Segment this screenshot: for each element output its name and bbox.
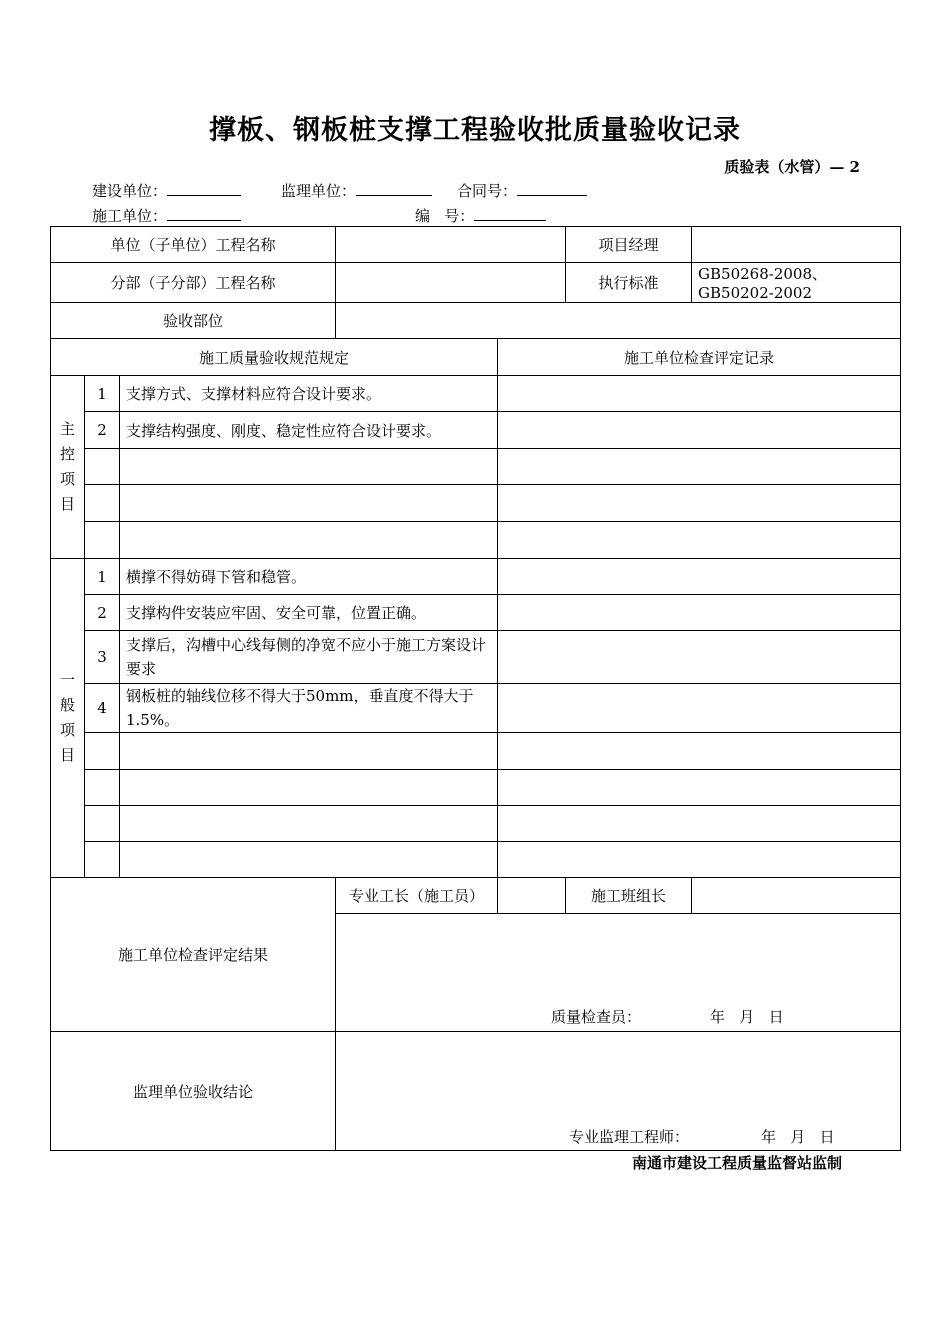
result-label: 施工单位检查评定结果: [51, 878, 336, 1032]
general-items-label-text: 一 般 项 目: [59, 671, 75, 764]
build-unit-blank[interactable]: [167, 181, 241, 196]
foreman-value[interactable]: [498, 878, 566, 914]
record-cell[interactable]: [498, 485, 901, 522]
standard-value: GB50268-2008、GB50202-2002: [692, 263, 901, 303]
empty-number-cell: [85, 449, 120, 485]
empty-number-cell: [85, 770, 120, 806]
general-item-row: [51, 559, 901, 595]
conclusion-label: 监理单位验收结论: [51, 1032, 336, 1151]
build-unit-label: 建设单位：: [92, 182, 168, 200]
record-cell[interactable]: [498, 376, 901, 412]
general-item-row: [51, 631, 901, 684]
record-cell[interactable]: [498, 449, 901, 485]
unit-project-value[interactable]: [336, 227, 566, 263]
item-number: 1: [85, 376, 120, 412]
serial-no-blank[interactable]: [474, 206, 546, 221]
inspector-sign-label: 质量检查员：: [551, 1008, 642, 1026]
record-cell[interactable]: [498, 522, 901, 559]
item-text: 支撑结构强度、刚度、稳定性应符合设计要求。: [120, 412, 498, 449]
item-text: 支撑后，沟槽中心线每侧的净宽不应小于施工方案设计要求: [120, 631, 498, 684]
empty-text-cell[interactable]: [120, 733, 498, 770]
info-row-subdivision: [51, 263, 901, 303]
main-items-label-text: 主 控 项 目: [59, 420, 75, 513]
foreman-label: 专业工长（施工员）: [336, 878, 498, 914]
general-item-row: [51, 684, 901, 733]
supervise-unit-field: [281, 180, 432, 201]
project-manager-label: 项目经理: [566, 227, 692, 263]
empty-text-cell[interactable]: [120, 770, 498, 806]
empty-text-cell[interactable]: [120, 806, 498, 842]
record-cell[interactable]: [498, 806, 901, 842]
supervise-unit-label: 监理单位：: [281, 182, 357, 200]
serial-no-label: 编 号：: [415, 207, 475, 225]
team-leader-label: 施工班组长: [566, 878, 692, 914]
record-cell[interactable]: [498, 733, 901, 770]
engineer-date: 年 月 日: [761, 1128, 835, 1146]
engineer-sign-label: 专业监理工程师：: [569, 1128, 690, 1146]
contract-no-field: [457, 180, 587, 201]
item-number: 4: [85, 684, 120, 733]
subdivision-label: 分部（子分部）工程名称: [51, 263, 336, 303]
item-number: 3: [85, 631, 120, 684]
record-cell[interactable]: [498, 842, 901, 878]
record-cell[interactable]: [498, 412, 901, 449]
construct-unit-field: [92, 205, 241, 226]
empty-number-cell: [85, 806, 120, 842]
unit-project-label: 单位（子单位）工程名称: [51, 227, 336, 263]
item-number: 2: [85, 412, 120, 449]
record-column-header: 施工单位检查评定记录: [498, 339, 901, 376]
result-signers-row: [51, 878, 901, 914]
build-unit-field: [92, 180, 241, 201]
item-number: 2: [85, 595, 120, 631]
acceptance-part-label: 验收部位: [51, 303, 336, 339]
record-cell[interactable]: [498, 770, 901, 806]
record-cell[interactable]: [498, 631, 901, 684]
main-items-label: [51, 376, 85, 559]
empty-number-cell: [85, 842, 120, 878]
empty-row: [51, 806, 901, 842]
record-cell[interactable]: [498, 559, 901, 595]
form-code: 质验表（水管）— 2: [724, 158, 860, 176]
project-manager-value[interactable]: [692, 227, 901, 263]
empty-row: [51, 449, 901, 485]
info-row-part: [51, 303, 901, 339]
empty-row: [51, 733, 901, 770]
empty-text-cell[interactable]: [120, 522, 498, 559]
empty-number-cell: [85, 485, 120, 522]
general-item-row: [51, 595, 901, 631]
general-items-label: [51, 559, 85, 878]
team-leader-value[interactable]: [692, 878, 901, 914]
item-text: 横撑不得妨碍下管和稳管。: [120, 559, 498, 595]
contract-no-blank[interactable]: [517, 181, 587, 196]
empty-text-cell[interactable]: [120, 842, 498, 878]
record-cell[interactable]: [498, 595, 901, 631]
empty-text-cell[interactable]: [120, 449, 498, 485]
construct-unit-label: 施工单位：: [92, 207, 168, 225]
column-header-row: [51, 339, 901, 376]
record-cell[interactable]: [498, 684, 901, 733]
empty-number-cell: [85, 522, 120, 559]
item-text: 支撑构件安装应牢固、安全可靠，位置正确。: [120, 595, 498, 631]
contract-no-label: 合同号：: [457, 182, 518, 200]
footer-issuer: 南通市建设工程质量监督站监制: [631, 1154, 842, 1172]
empty-row: [51, 522, 901, 559]
standard-label: 执行标准: [566, 263, 692, 303]
main-item-row: [51, 376, 901, 412]
construct-unit-blank[interactable]: [167, 206, 241, 221]
item-text: 支撑方式、支撑材料应符合设计要求。: [120, 376, 498, 412]
empty-row: [51, 842, 901, 878]
empty-row: [51, 770, 901, 806]
supervise-unit-blank[interactable]: [356, 181, 432, 196]
empty-row: [51, 485, 901, 522]
item-number: 1: [85, 559, 120, 595]
spec-column-header: 施工质量验收规范规定: [51, 339, 498, 376]
serial-no-field: [415, 205, 546, 226]
subdivision-value[interactable]: [336, 263, 566, 303]
item-text: 钢板桩的轴线位移不得大于50mm，垂直度不得大于1.5%。: [120, 684, 498, 733]
main-item-row: [51, 412, 901, 449]
info-row-unit: [51, 227, 901, 263]
empty-text-cell[interactable]: [120, 485, 498, 522]
page-title: 撑板、钢板桩支撑工程验收批质量验收记录: [209, 115, 741, 146]
acceptance-part-value[interactable]: [336, 303, 901, 339]
empty-number-cell: [85, 733, 120, 770]
inspector-date: 年 月 日: [710, 1008, 784, 1026]
